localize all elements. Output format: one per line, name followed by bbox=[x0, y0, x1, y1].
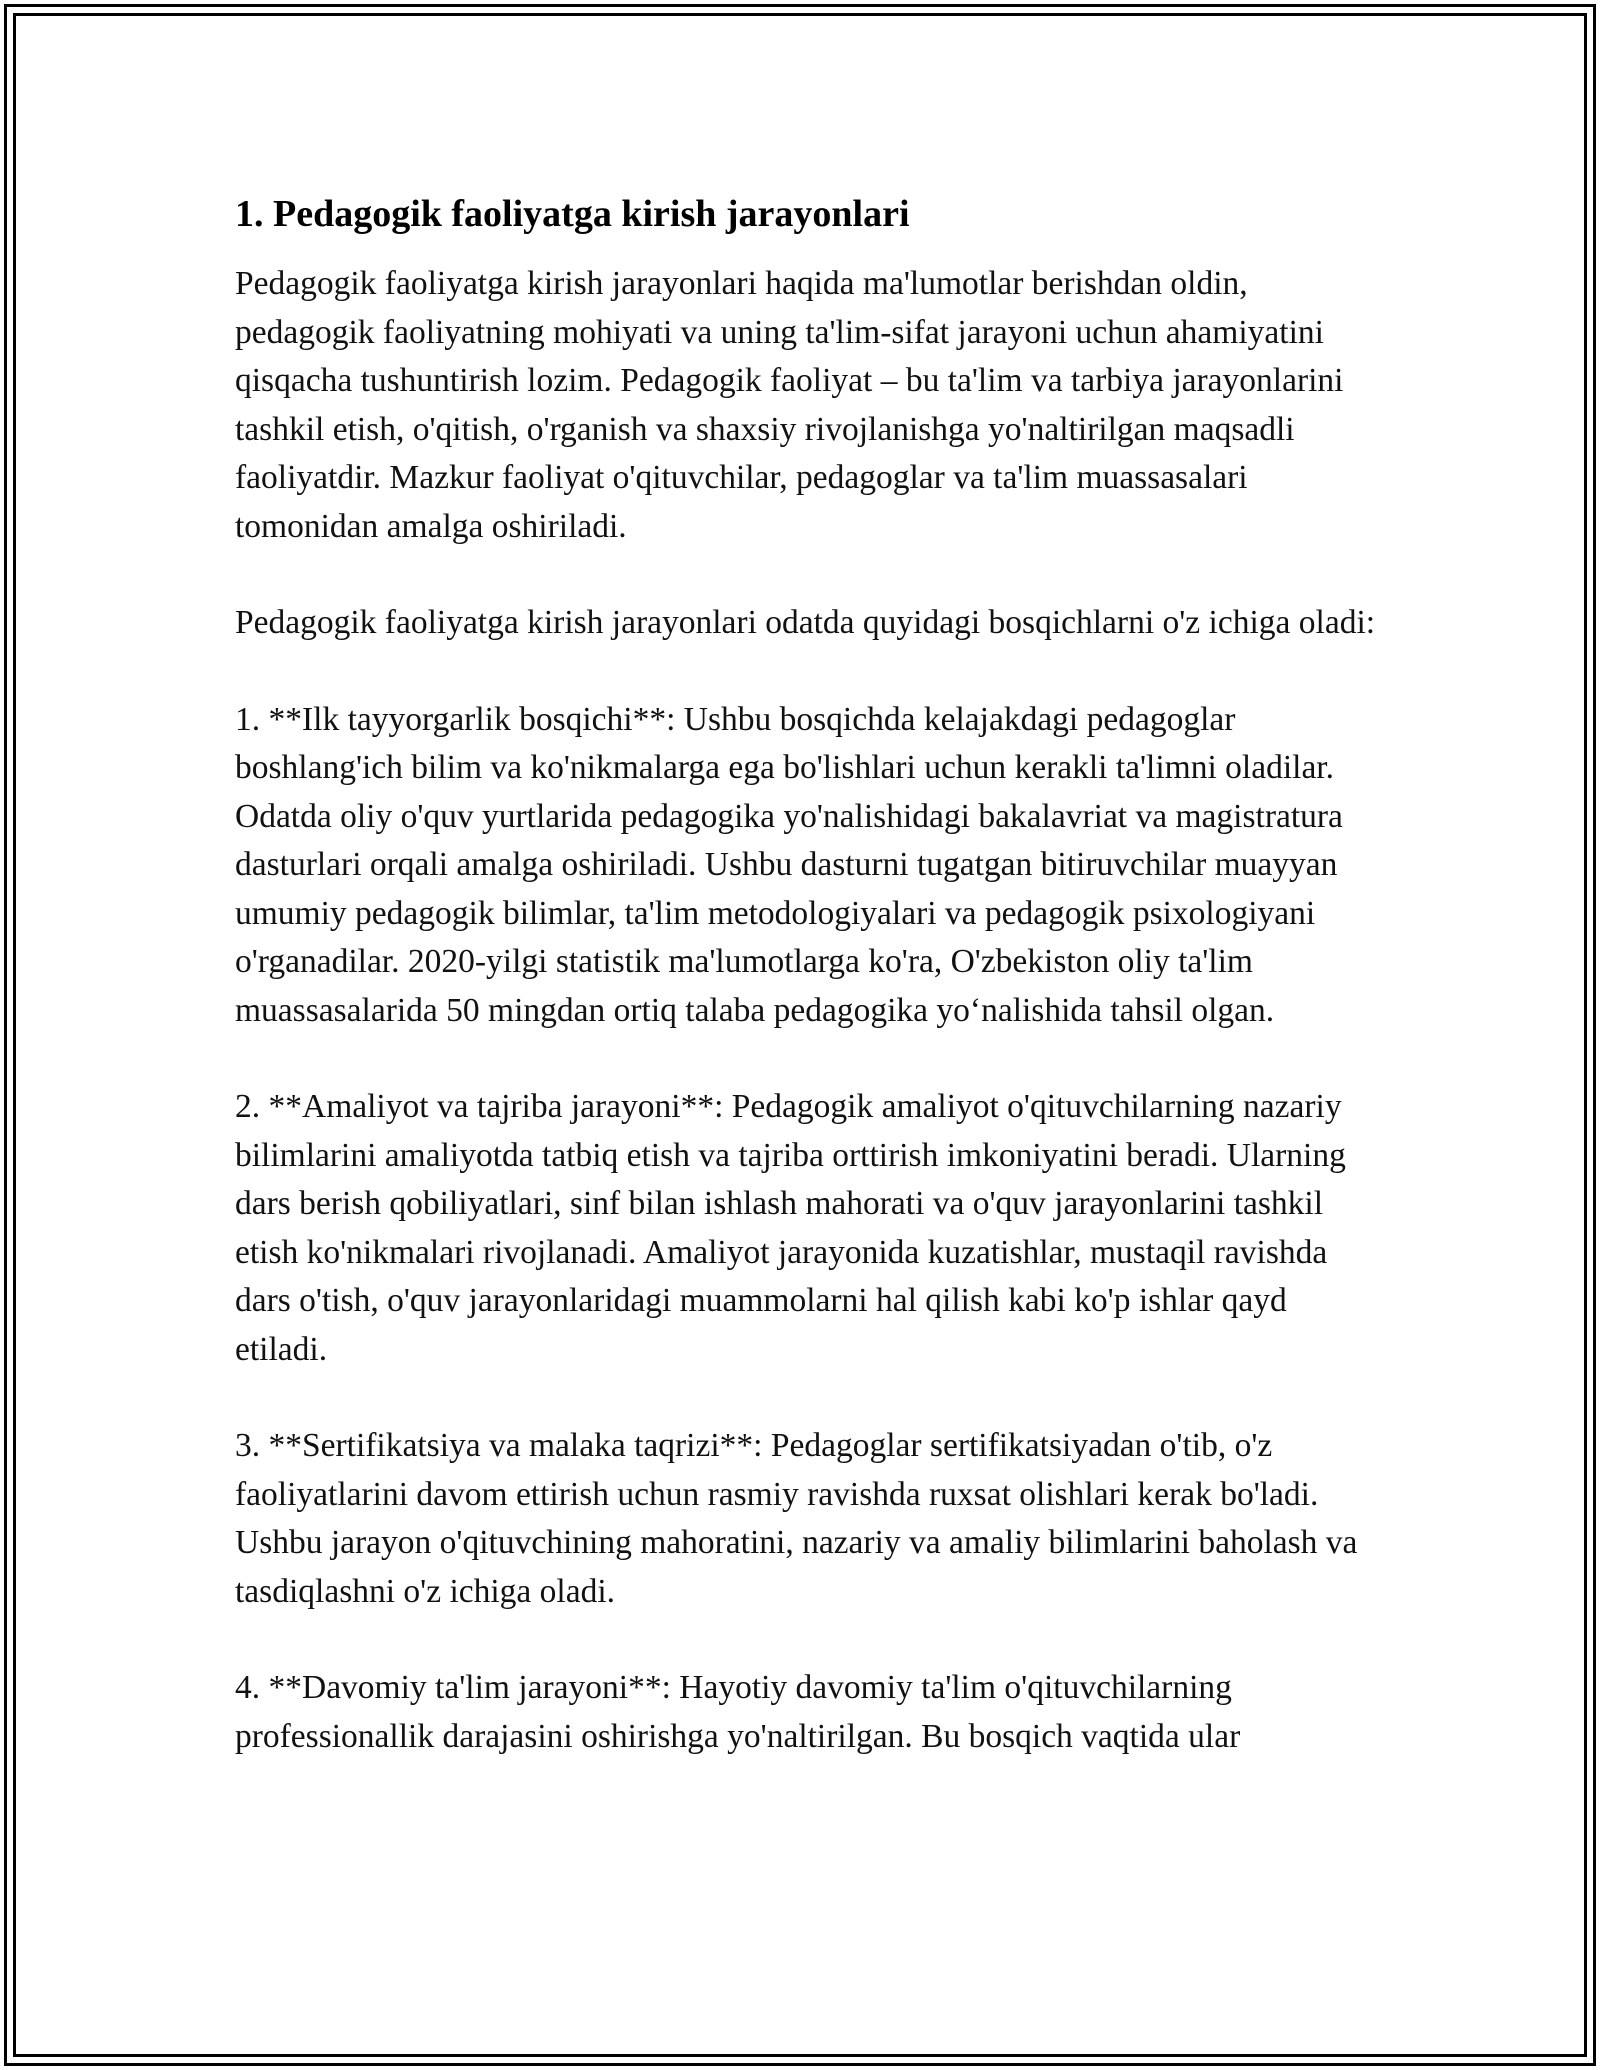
paragraph-stage-3: 3. **Sertifikatsiya va malaka taqrizi**: Pedagoglar sertifikatsiyadan o'tib, o'z faoliyatlarini davom ettirish uchun rasmiy ravishda ruxsat olishlari kerak bo'ladi. Ushbu jarayon o'qituvchining mahoratini, nazariy va amaliy bilimlarini baholash va tasdiqlashni o'z ichiga oladi. bbox=[235, 1427, 1358, 1610]
paragraph-stage-2: 2. **Amaliyot va tajriba jarayoni**: Pedagogik amaliyot o'qituvchilarning nazariy bilimlarini amaliyotda tatbiq etish va tajriba orttirish imkoniyatini beradi. Ularning dars berish qobiliyatlari, sinf bilan ishlash mahorati va o'quv jarayonlarini tashkil etish ko'nikmalari rivojlanadi. Amaliyot jarayonida kuzatishlar, mustaqil ravishda dars o'tish, o'quv jarayonlaridagi muammolarni hal qilish kabi ko'p ishlar qayd etiladi. bbox=[235, 1088, 1346, 1368]
paragraph-stage-4: 4. **Davomiy ta'lim jarayoni**: Hayotiy davomiy ta'lim o'qituvchilarning professionallik darajasini oshirishga yo'naltirilgan. Bu bosqich vaqtida ular bbox=[235, 1669, 1241, 1755]
paragraph-stages-lead: Pedagogik faoliyatga kirish jarayonlari odatda quyidagi bosqichlarni o'z ichiga oladi: bbox=[235, 604, 1376, 641]
section-heading: 1. Pedagogik faoliyatga kirish jarayonlari bbox=[235, 193, 910, 235]
paragraph-stage-1: 1. **Ilk tayyorgarlik bosqichi**: Ushbu bosqichda kelajakdagi pedagoglar boshlang'ich bilim va ko'nikmalarga ega bo'lishlari uchun kerakli ta'limni oladilar. Odatda oliy o'quv yurtlarida pedagogika yo'nalishidagi bakalavriat va magistratura dasturlari orqali amalga oshiriladi. Ushbu dasturni tugatgan bitiruvchilar muayyan umumiy pedagogik bilimlar, ta'lim metodologiyalari va pedagogik psixologiyani o'rganadilar. 2020-yilgi statistik ma'lumotlarga ko'ra, O'zbekiston oliy ta'lim muassasalarida 50 mingdan ortiq talaba pedagogika yo‘nalishida tahsil olgan. bbox=[235, 700, 1343, 1029]
document-body bbox=[235, 190, 1385, 1809]
paragraph-intro: Pedagogik faoliyatga kirish jarayonlari haqida ma'lumotlar berishdan oldin, pedagogik faoliyatning mohiyati va uning ta'lim-sifat jarayoni uchun ahamiyatini qisqacha tushuntirish lozim. Pedagogik faoliyat – bu ta'lim va tarbiya jarayonlarini tashkil etish, o'qitish, o'rganish va shaxsiy rivojlanishga yo'naltirilgan maqsadli faoliyatdir. Mazkur faoliyat o'qituvchilar, pedagoglar va ta'lim muassasalari tomonidan amalga oshiriladi. bbox=[235, 265, 1344, 545]
